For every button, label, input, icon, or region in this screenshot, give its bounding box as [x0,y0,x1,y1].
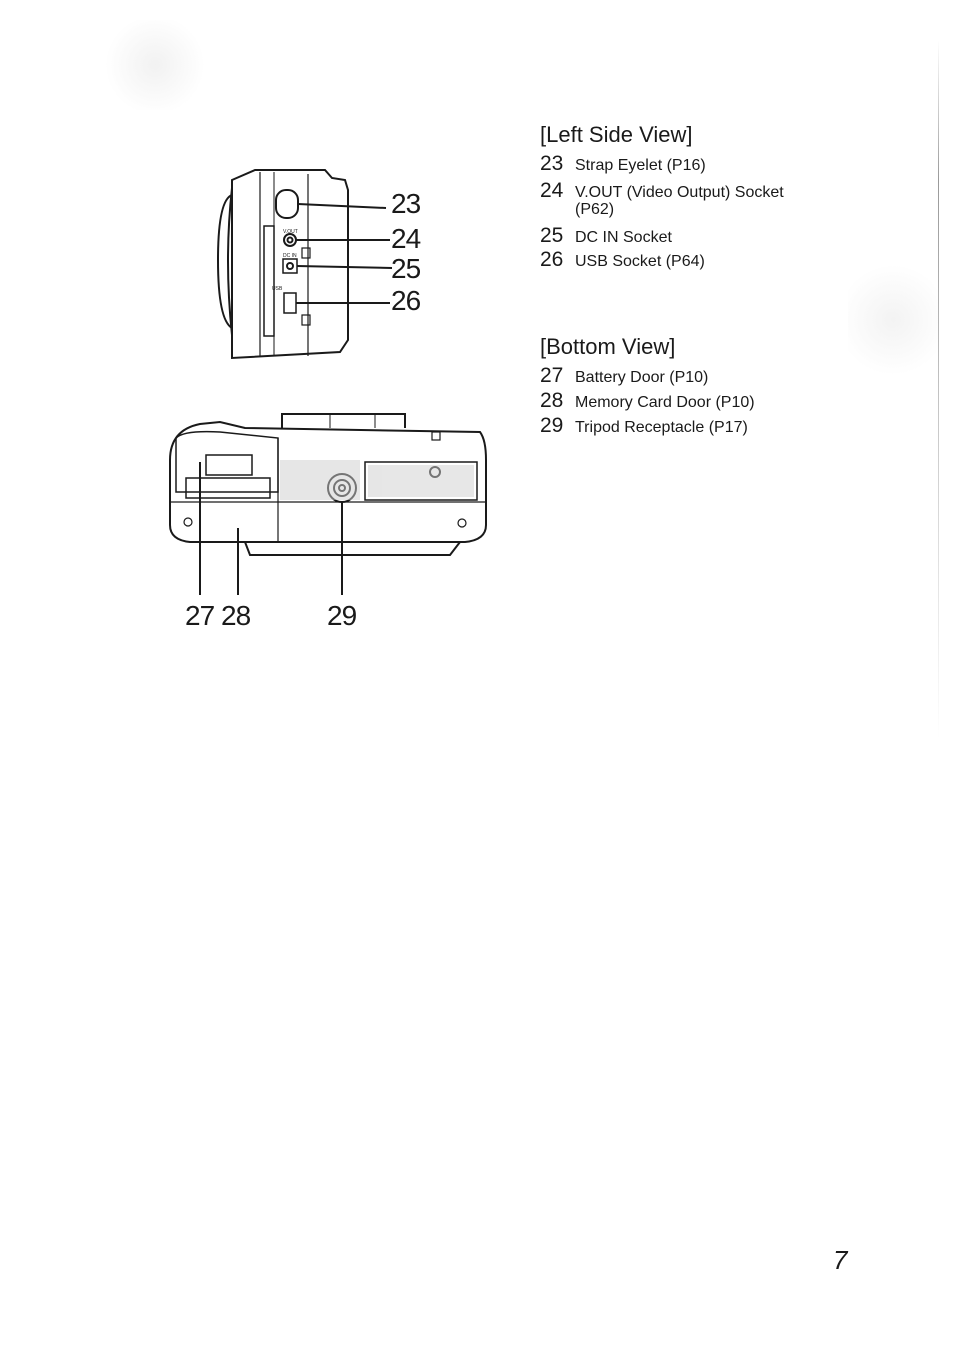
scan-noise [100,20,210,110]
bottom-view-diagram [160,400,500,600]
scan-noise-right [848,255,938,385]
list-item: 29 Tripod Receptacle (P17) [540,414,748,437]
callout-28: 28 [221,600,251,631]
list-item: 25 DC IN Socket [540,224,672,247]
list-item: 26 USB Socket (P64) [540,248,705,271]
callout-29: 29 [327,600,357,631]
list-item: 24 V.OUT (Video Output) Socket (P62) [540,179,784,218]
vout-socket-label: V.OUT [283,229,298,235]
callout-24: 24 [391,223,421,254]
dcin-socket-label: DC IN [283,253,297,259]
page-number: 7 [833,1245,848,1275]
callout-26: 26 [391,285,421,316]
list-item: 27 Battery Door (P10) [540,364,709,387]
bottom-view-title: [Bottom View] [540,334,676,359]
list-item: 23 Strap Eyelet (P16) [540,152,706,175]
callout-25: 25 [391,253,421,284]
usb-socket-label: USB [272,286,283,292]
list-item: 28 Memory Card Door (P10) [540,389,755,412]
page-edge-shadow [938,40,939,740]
left-side-view-title: [Left Side View] [540,122,693,147]
callout-27: 27 [185,600,215,631]
callout-23: 23 [391,188,421,219]
